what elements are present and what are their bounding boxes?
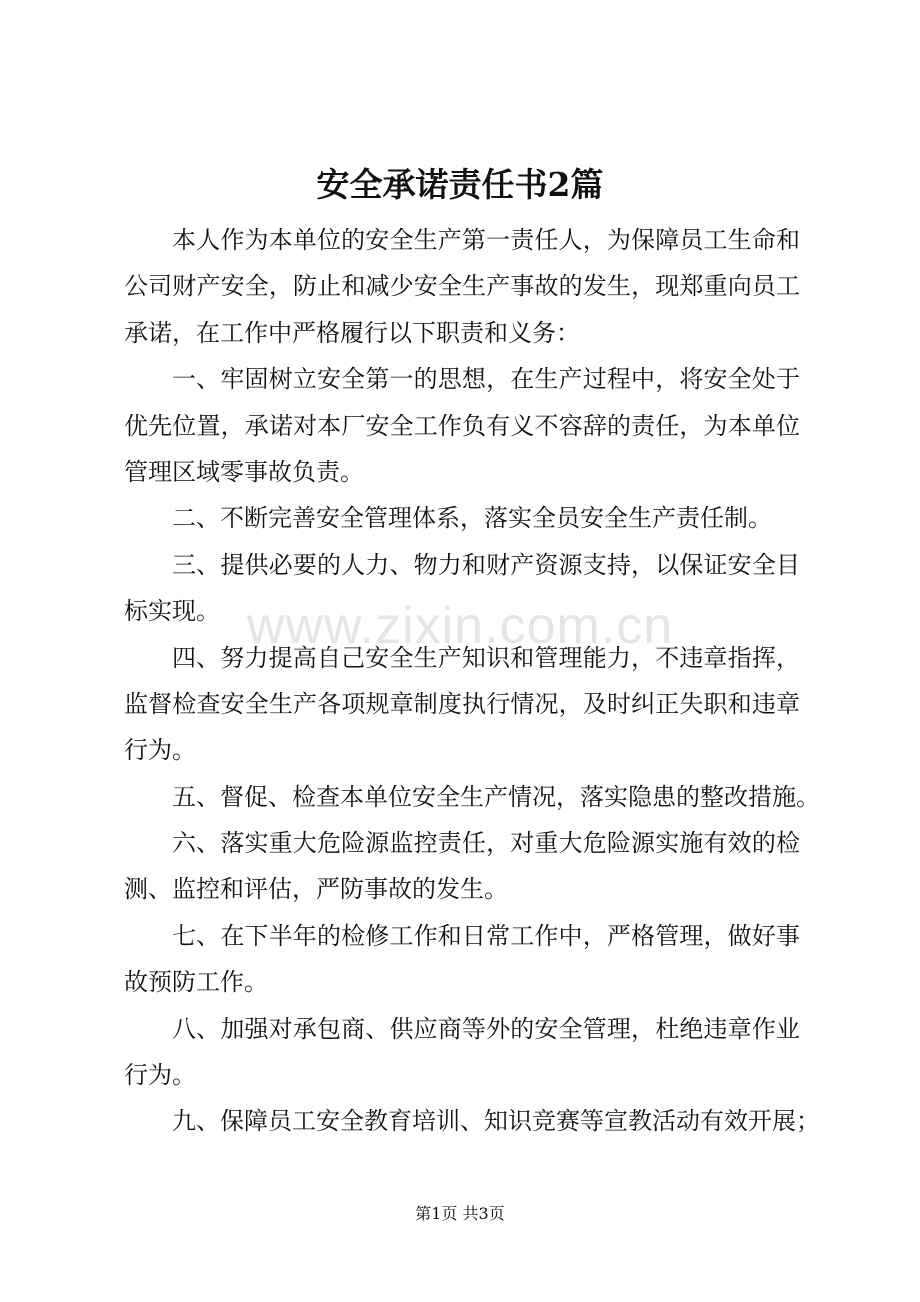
paragraph-line: 行为。	[124, 736, 196, 765]
paragraph-line: 五、督促、检查本单位安全生产情况，落实隐患的整改措施。	[172, 782, 820, 811]
paragraph-line: 一、牢固树立安全第一的思想，在生产过程中，将安全处于	[172, 365, 800, 394]
paragraph-line: 优先位置，承诺对本厂安全工作负有义不容辞的责任，为本单位	[124, 411, 800, 440]
page-footer: 第1页 共3页	[415, 1204, 505, 1223]
paragraph-line: 三、提供必要的人力、物力和财产资源支持，以保证安全目	[172, 550, 800, 579]
paragraph-line: 公司财产安全，防止和减少安全生产事故的发生，现郑重向员工	[124, 272, 800, 301]
paragraph-line: 九、保障员工安全教育培训、知识竞赛等宣教活动有效开展；	[172, 1107, 820, 1136]
paragraph-line: 二、不断完善安全管理体系，落实全员安全生产责任制。	[172, 504, 772, 533]
paragraph-line: 八、加强对承包商、供应商等外的安全管理，杜绝违章作业	[172, 1014, 800, 1043]
paragraph-line: 行为。	[124, 1061, 196, 1090]
document-body	[124, 217, 820, 1145]
watermark: www.zixin.com.cn	[246, 597, 674, 655]
document-title: 安全承诺责任书2篇	[316, 165, 604, 204]
paragraph-line: 标实现。	[124, 597, 220, 626]
paragraph-line: 故预防工作。	[124, 968, 268, 997]
paragraph-line: 七、在下半年的检修工作和日常工作中，严格管理，做好事	[172, 921, 800, 950]
paragraph-line: 承诺，在工作中严格履行以下职责和义务：	[124, 318, 580, 347]
paragraph-line: 管理区域零事故负责。	[124, 457, 364, 486]
paragraph-line: 监督检查安全生产各项规章制度执行情况，及时纠正失职和违章	[124, 689, 800, 718]
paragraph-line: 四、努力提高自己安全生产知识和管理能力，不违章指挥，	[172, 643, 800, 672]
paragraph-line: 本人作为本单位的安全生产第一责任人，为保障员工生命和	[172, 226, 800, 254]
paragraph-line: 六、落实重大危险源监控责任，对重大危险源实施有效的检	[172, 829, 800, 858]
paragraph-line: 测、监控和评估，严防事故的发生。	[124, 875, 508, 904]
